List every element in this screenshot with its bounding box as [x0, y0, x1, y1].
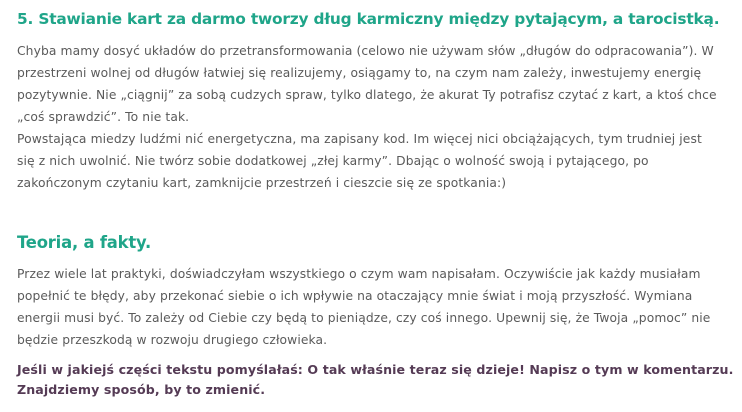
body-line: Powstająca miedzy ludźmi nić energetyczna, ma zapisany kod. Im więcej nici obciążających, tym trudniej jest — [17, 132, 702, 146]
section-body-free-readings — [17, 40, 729, 194]
comment-call-to-action — [17, 360, 734, 400]
section-heading-free-readings: 5. Stawianie kart za darmo tworzy dług karmiczny między pytającym, a tarocistką. — [17, 10, 720, 28]
body-line: energii musi być. To zależy od Ciebie czy będą to pieniądze, czy coś innego. Upewnij się, że Twoja „pomoc” nie — [17, 311, 711, 325]
body-line: Chyba mamy dosyć układów do przetransformowania (celowo nie używam słów „długów do odpracowania”). W — [17, 44, 714, 58]
body-line: przestrzeni wolnej od długów łatwiej się realizujemy, osiągamy to, na czym nam zależy, inwestujemy energię — [17, 66, 702, 80]
section-heading-theory: Teoria, a fakty. — [17, 233, 151, 252]
body-line: zakończonym czytaniu kart, zamknijcie przestrzeń i cieszcie się ze spotkania:) — [17, 176, 507, 190]
body-line: będzie przeszkodą w rozwoju drugiego człowieka. — [17, 333, 328, 347]
section-body-theory — [17, 263, 729, 351]
body-line: Przez wiele lat praktyki, doświadczyłam wszystkiego o czym wam napisałam. Oczywiście jak każdy musiałam — [17, 267, 701, 281]
cta-line: Znajdziemy sposób, by to zmienić. — [17, 382, 266, 397]
body-line: pozytywnie. Nie „ciągnij” za sobą cudzych spraw, tylko dlatego, że akurat Ty potrafisz czytać z kart, a ktoś chce — [17, 88, 717, 102]
body-line: „coś sprawdzić”. To nie tak. — [17, 110, 190, 124]
body-line: się z nich uwolnić. Nie twórz sobie dodatkowej „złej karmy”. Dbając o wolność swoją i pytającego, po — [17, 154, 649, 168]
cta-line: Jeśli w jakiejś części tekstu pomyślałaś: O tak właśnie teraz się dzieje! Napisz o tym w komentarzu. — [17, 362, 734, 377]
body-line: popełnić te błędy, aby przekonać siebie o ich wpływie na otaczający mnie świat i moją przyszłość. Wymiana — [17, 289, 693, 303]
